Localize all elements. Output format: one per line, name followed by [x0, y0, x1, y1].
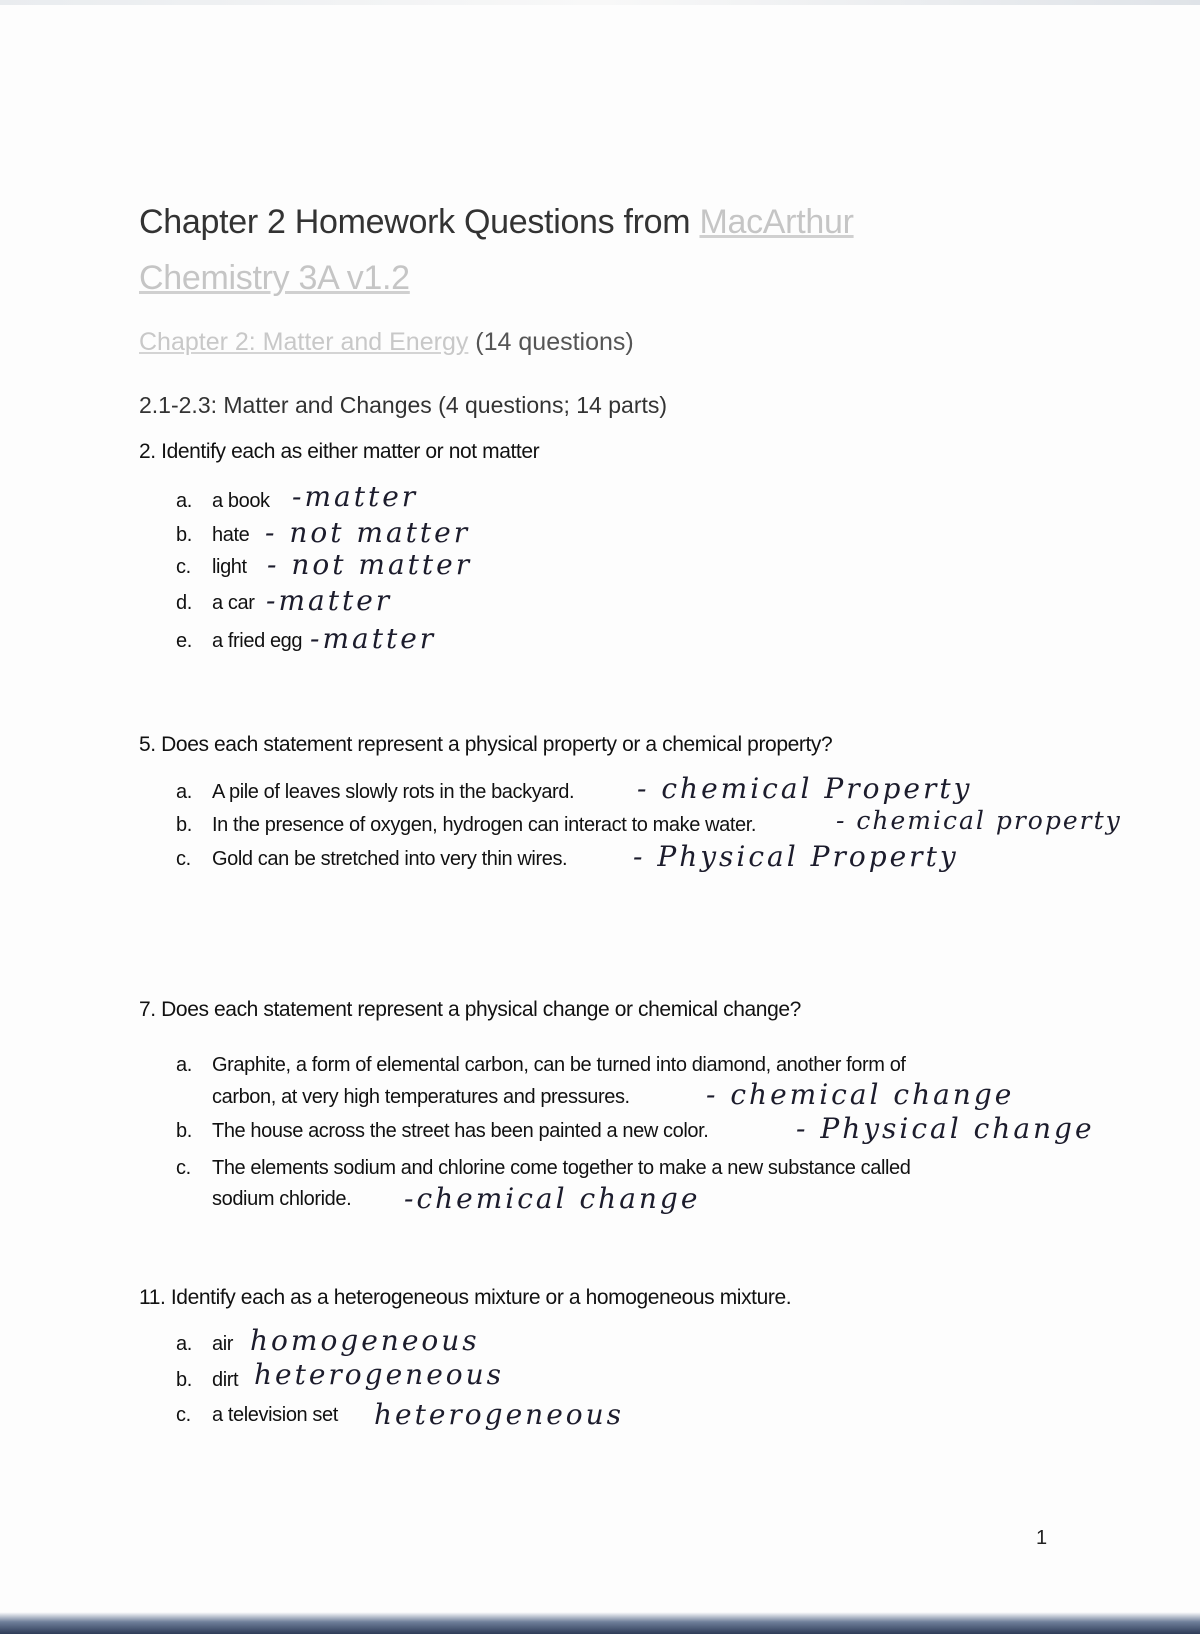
q2-item-b — [176, 524, 249, 547]
item-letter: a. — [176, 490, 192, 512]
item-letter: c. — [176, 556, 191, 578]
q7-item-a-continued: carbon, at very high temperatures and pressures. — [212, 1086, 630, 1108]
q11-item-c — [176, 1404, 338, 1427]
item-letter: b. — [176, 1120, 192, 1142]
page-number: 1 — [1036, 1527, 1048, 1549]
item-letter: a. — [176, 1054, 192, 1076]
q2-answer-c: - not matter — [267, 548, 473, 581]
q11-item-a — [176, 1333, 233, 1356]
item-text: air — [212, 1333, 234, 1355]
item-letter: b. — [176, 814, 192, 836]
item-letter: d. — [176, 592, 192, 614]
q11-item-b — [176, 1369, 238, 1392]
item-text: a fried egg — [212, 630, 303, 652]
q5-answer-b: - chemical property — [836, 806, 1122, 835]
item-text: In the presence of oxygen, hydrogen can interact to make water. — [212, 814, 757, 836]
q2-item-c — [176, 556, 247, 579]
page-title — [139, 194, 1039, 306]
q7-item-b — [176, 1120, 708, 1143]
item-text: The elements sodium and chlorine come together to make a new substance called — [212, 1157, 911, 1179]
q7-answer-c: -chemical change — [404, 1182, 701, 1215]
title-link-chemistry[interactable]: Chemistry 3A v1.2 — [139, 259, 410, 297]
question-7-prompt: 7. Does each statement represent a physical change or chemical change? — [139, 998, 801, 1021]
q2-item-a — [176, 490, 270, 513]
item-letter: c. — [176, 1404, 191, 1426]
item-text: a book — [212, 490, 270, 512]
q5-item-b — [176, 814, 756, 837]
q2-answer-d: -matter — [266, 584, 393, 617]
item-text: light — [212, 556, 247, 578]
q5-answer-a: - chemical Property — [637, 772, 973, 805]
title-text: Chapter 2 Homework Questions from — [139, 203, 700, 241]
q7-answer-b: - Physical change — [796, 1112, 1095, 1145]
q7-item-c — [176, 1157, 911, 1180]
item-letter: b. — [176, 1369, 192, 1391]
item-text: Graphite, a form of elemental carbon, can be turned into diamond, another form of — [212, 1054, 906, 1076]
item-text: a television set — [212, 1404, 338, 1426]
item-text: dirt — [212, 1369, 239, 1391]
q5-answer-c: - Physical Property — [633, 840, 959, 873]
title-link-macarthur[interactable]: MacArthur — [699, 203, 854, 241]
q7-item-c-continued: sodium chloride. — [212, 1188, 352, 1210]
item-letter: e. — [176, 630, 192, 652]
q11-answer-c: heterogeneous — [374, 1398, 625, 1431]
q11-answer-b: heterogeneous — [254, 1358, 505, 1391]
item-text: a car — [212, 592, 255, 614]
chapter-count: (14 questions) — [468, 328, 634, 356]
item-text: The house across the street has been painted a new color. — [212, 1120, 709, 1142]
q2-item-d — [176, 592, 254, 615]
q2-answer-e: -matter — [310, 622, 437, 655]
chapter-link[interactable]: Chapter 2: Matter and Energy — [139, 328, 469, 356]
scan-top-edge — [0, 0, 1200, 5]
item-letter: c. — [176, 848, 191, 870]
item-text: A pile of leaves slowly rots in the backyard. — [212, 781, 575, 803]
section-heading: 2.1-2.3: Matter and Changes (4 questions; 14 parts) — [139, 392, 668, 418]
q5-item-c — [176, 848, 567, 871]
q2-item-e — [176, 630, 302, 653]
q2-answer-a: -matter — [292, 480, 419, 513]
question-11-prompt: 11. Identify each as a heterogeneous mixture or a homogeneous mixture. — [139, 1286, 792, 1309]
q5-item-a — [176, 781, 574, 804]
item-letter: a. — [176, 781, 192, 803]
item-letter: c. — [176, 1157, 191, 1179]
q7-answer-a: - chemical change — [706, 1078, 1015, 1111]
item-text: hate — [212, 524, 250, 546]
q11-answer-a: homogeneous — [250, 1324, 480, 1357]
question-2-prompt: 2. Identify each as either matter or not matter — [139, 440, 540, 463]
scan-bottom-edge — [0, 1612, 1200, 1634]
chapter-heading — [139, 328, 634, 357]
q2-answer-b: - not matter — [265, 516, 471, 549]
item-letter: b. — [176, 524, 192, 546]
q7-item-a — [176, 1054, 906, 1077]
item-text: Gold can be stretched into very thin wires. — [212, 848, 568, 870]
question-5-prompt: 5. Does each statement represent a physical property or a chemical property? — [139, 733, 833, 756]
item-letter: a. — [176, 1333, 192, 1355]
